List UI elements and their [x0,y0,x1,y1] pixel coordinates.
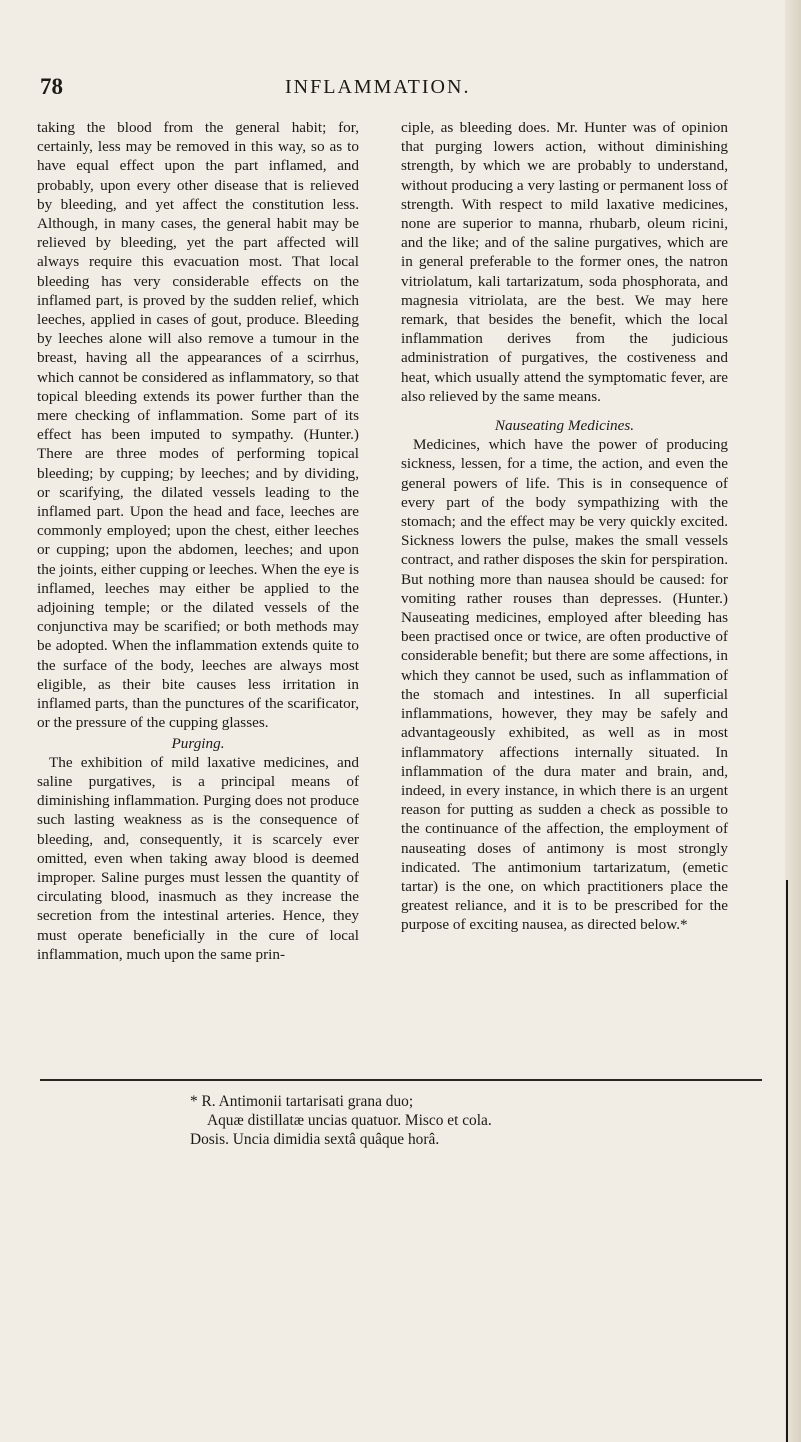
footnote-line-2: Aquæ distillatæ uncias quatuor. Misco et cola. [207,1112,492,1129]
footnote-line-1: * R. Antimonii tartarisati grana duo; [190,1093,414,1110]
page-header [40,74,762,114]
right-paragraph-purgatives: ciple, as bleeding does. Mr. Hunter was of opinion that purging lowers action, without diminishing strength, by which we are probably to understand, without producing a very lasting or permanent loss of strength. With respect to mild laxative medicines, none are superior to manna, rhubarb, oleum ricini, and the like; and of the saline purgatives, which are in general preferable to the former ones, the natron vitriolatum, kali tartarizatum, soda phosphorata, and magnesia vitriolata, are the best. We may here remark, that besides the benefit, which the local inflammation derives from the judicious administration of purgatives, the costiveness and heat, which usually attend the symptomatic fever, are also relieved by the same means. [401,119,728,405]
right-column [401,118,728,935]
running-title: INFLAMMATION. [285,76,471,98]
page-number: 78 [40,74,63,99]
footnote-divider [40,1079,762,1081]
footnote [190,1092,710,1149]
page-edge-line [786,880,788,1442]
left-paragraph-purging: The exhibition of mild laxative medicines, and saline purgatives, is a principal means of diminishing inflammation. Purging does not produce such lasting weakness as is the consequence of bleeding, and, consequently, it is scarcely ever omitted, even when taking away blood is deemed improper. Saline purges must lessen the quantity of circulating blood, inasmuch as they increase the secretion from the intestinal arteries. Hence, they must operate beneficially in the cure of local inflammation, much upon the same prin- [37,753,359,963]
right-paragraph-nauseating: Medicines, which have the power of producing sickness, lessen, for a time, the action, and even the general powers of life. This is in consequence of every part of the body sympathizing with the stomach; and the effect may be very quickly excited. Sickness lowers the pulse, makes the small vessels contract, and rather disposes the skin for perspiration. But nothing more than nausea should be caused: for vomiting rather rouses than depresses. (Hunter.) Nauseating medicines, employed after bleeding has been practised once or twice, are often productive of considerable benefit; but there are some affections, in which they cannot be used, such as inflammation of the stomach and intestines. In all superficial inflammations, however, they may be safely and advantageously exhibited, as well as in most inflammatory affections internally situated. In inflammation of the dura mater and brain, and, indeed, in every instance, in which there is an urgent reason for putting as sudden a check as possible to the continuance of the affection, the employment of nauseating doses of antimony is most strongly indicated. The antimonium tartarizatum, (emetic tartar) is the one, on which practitioners place the greatest reliance, and it is to be prescribed for the purpose of exciting nausea, as directed below.* [401,436,728,934]
footnote-line-3: Dosis. Uncia dimidia sextâ quâque horâ. [190,1131,440,1148]
section-heading-purging: Purging. [171,734,225,752]
left-column [37,118,359,964]
left-paragraph-bleeding: taking the blood from the general habit; for, certainly, less may be removed in this way, so as to have equal effect upon the part inflamed, and probably, upon every other disease that is relieved by bleeding, and yet affect the constitution less. Although, in many cases, the general habit may be relieved by bleeding, yet the part affected will always require this evacuation most. That local bleeding has very considerable effects on the inflamed part, is proved by the sudden relief, which leeches, applied in cases of gout, produce. Bleeding by leeches alone will also remove a tumour in the breast, having all the appearances of a scirrhus, which cannot be considered as inflammatory, so that topical bleeding extends its power further than the mere checking of inflammation. Some part of its effect has been imputed to sympathy. (Hunter.) There are three modes of performing topical bleeding; by cupping; by leeches; and by dividing, or scarifying, the dilated vessels leading to the inflamed part. Upon the head and face, leeches are commonly employed; upon the chest, either leeches or cupping; upon the abdomen, leeches; and upon the joints, either cupping or leeches. When the eye is inflamed, leeches may either be applied to the adjoining temple; or the dilated vessels of the conjunctiva may be scarified; or both methods may be adopted. When the inflammation extends quite to the surface of the body, leeches are always most eligible, as their bite causes less irritation in inflamed parts, than the punctures of the scarificator, or the pressure of the cupping glasses. [37,119,359,732]
section-heading-nauseating: Nauseating Medicines. [494,417,635,435]
